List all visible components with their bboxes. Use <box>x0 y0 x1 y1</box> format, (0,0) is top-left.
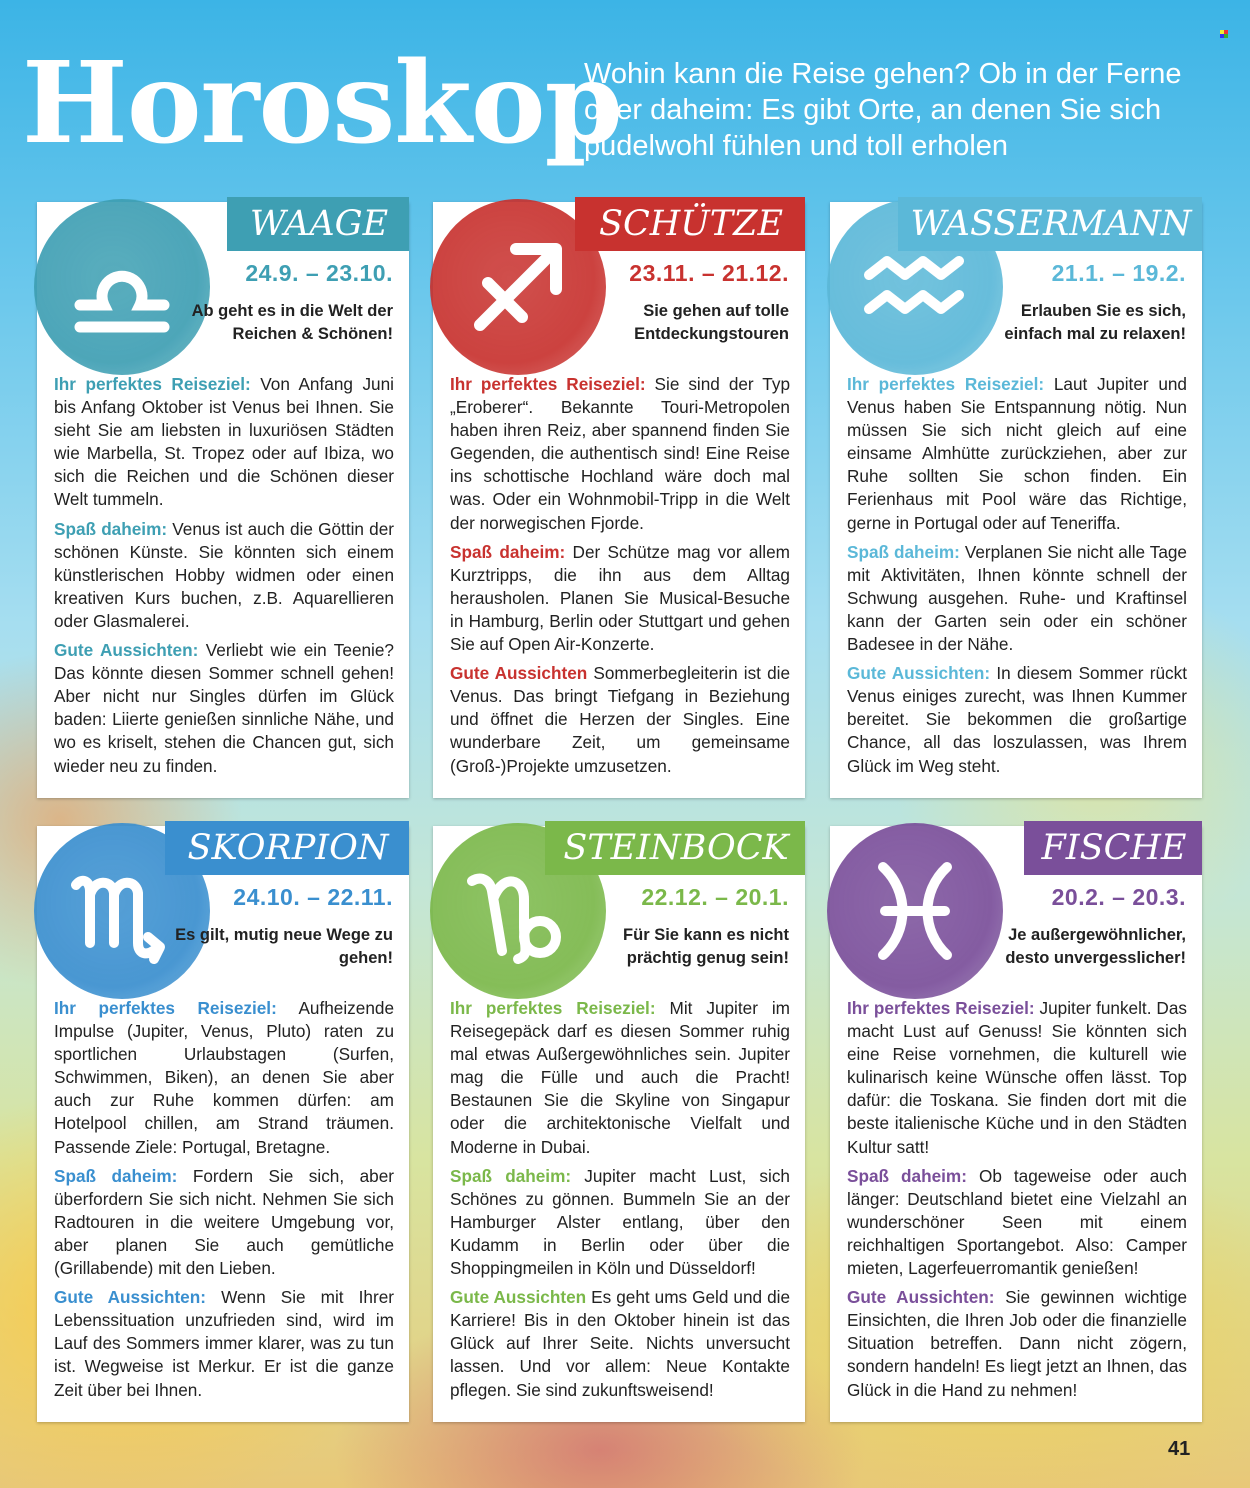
outlook-label: Gute Aussichten <box>450 663 588 684</box>
outlook-paragraph <box>450 1286 790 1401</box>
travel-paragraph <box>54 373 394 512</box>
home-label: Spaß daheim: <box>54 518 168 539</box>
pisces-icon <box>855 851 975 971</box>
home-label: Spaß daheim: <box>847 541 960 562</box>
home-text: Venus ist auch die Göttin der schönen Künste. Sie könnten sich einem künstlerischen Hobby widmen oder einen kreativen Kurs buchen, z.B. Aquarellieren oder Glasmalerei. <box>54 518 394 631</box>
travel-label: Ihr perfektes Reiseziel: <box>54 998 277 1018</box>
home-paragraph <box>450 541 790 656</box>
sign-name-banner: SKORPION <box>165 821 409 875</box>
sign-name-banner: STEINBOCK <box>545 821 805 875</box>
home-paragraph <box>54 1165 394 1280</box>
travel-paragraph <box>54 997 394 1159</box>
sign-name-banner: WASSERMANN <box>898 197 1202 251</box>
home-label: Spaß daheim: <box>54 1165 178 1186</box>
travel-paragraph <box>450 997 790 1159</box>
sign-body <box>847 373 1187 784</box>
sign-body <box>450 997 790 1408</box>
outlook-text: In diesem Sommer rückt Venus einiges zurecht, was Ihnen Kummer bereitet. Sie bekommen die großartige Chance, all das loszulassen, was Ihrem Glück im Weg steht. <box>847 663 1188 776</box>
horoscope-card-steinbock <box>433 826 805 1422</box>
sign-name-banner: FISCHE <box>1024 821 1202 875</box>
outlook-label: Gute Aussichten: <box>54 640 199 661</box>
outlook-paragraph <box>847 662 1187 777</box>
home-text: Fordern Sie sich, aber überfordern Sie sich nicht. Nehmen Sie sich Radtouren in die weitere Umgebung vor, aber planen Sie auch gemütliche (Grillabende) mit den Lieben. <box>54 1165 395 1279</box>
sign-tagline: Ab geht es in die Welt der Reichen & Schönen! <box>191 302 393 343</box>
sign-name-banner: SCHÜTZE <box>575 197 805 251</box>
page-number: 41 <box>1168 1438 1191 1460</box>
outlook-label: Gute Aussichten: <box>54 1287 206 1308</box>
sagittarius-icon <box>458 227 578 347</box>
outlook-text: Wenn Sie mit Ihrer Lebenssituation unzufrieden sind, wird im Lauf des Sommers immer klarer, was zu tun ist. Wegweise ist Merkur. Er ist die ganze Zeit über bei Ihnen. <box>54 1287 394 1400</box>
travel-label: Ihr perfektes Reiseziel: <box>54 374 251 394</box>
sign-circle <box>827 823 1003 999</box>
outlook-text: Sie gewinnen wichtige Einsichten, die Ihren Job oder die finanzielle Situation betreffen. Dann nicht zögern, sondern handeln! Es liegt jetzt an Ihnen, das Glück in die Hand zu nehmen! <box>847 1287 1188 1400</box>
home-text: Verplanen Sie nicht alle Tage mit Aktivitäten, Ihnen könnte schnell der Schwung ausgehen. Ruhe- und Kraftinsel kann der Garten sein oder ein schöner Badesee in der Nähe. <box>847 541 1187 655</box>
outlook-text: Es geht ums Geld und die Karriere! Bis in den Oktober hinein ist das Glück auf Ihrer Seite. Nichts unversucht lassen. Und vor allem: Neue Kontakte pflegen. Sie sind zukunftsweisend! <box>450 1287 791 1400</box>
sign-name-banner: WAAGE <box>227 197 409 251</box>
sign-dates: 21.1. – 19.2. <box>1051 260 1186 286</box>
home-label: Spaß daheim: <box>450 541 566 562</box>
sign-body <box>450 373 790 784</box>
sign-body <box>54 997 394 1408</box>
outlook-paragraph <box>54 1286 394 1401</box>
travel-paragraph <box>450 373 790 535</box>
page-title: Horoskop <box>22 38 622 169</box>
libra-icon <box>62 227 182 347</box>
travel-text: Aufheizende Impulse (Jupiter, Venus, Pluto) raten zu sportlichen Urlaubstagen (Surfen, Schwimmen, Biken), an denen Sie aber auch zur Ruhe kommen dürfen: am Hotelpool chillen, am Strand träumen. Passende Ziele: Portugal, Bretagne. <box>54 998 395 1157</box>
sign-dates: 20.2. – 20.3. <box>1051 884 1186 910</box>
sign-tagline: Sie gehen auf tolle Entdeckungstouren <box>634 302 789 343</box>
sign-tagline: Für Sie kann es nicht prächtig genug sein! <box>623 926 789 967</box>
sign-tagline: Je außergewöhnlicher, desto unvergesslicher! <box>1005 926 1186 967</box>
intro-text: Wohin kann die Reise gehen? Ob in der Ferne oder daheim: Es gibt Orte, an denen Sie sich pudelwohl fühlen und toll erholen <box>584 58 1182 162</box>
outlook-paragraph <box>450 662 790 777</box>
travel-label: Ihr perfektes Reiseziel: <box>450 374 646 394</box>
outlook-paragraph <box>54 639 394 778</box>
sign-dates: 24.10. – 22.11. <box>233 884 393 910</box>
home-paragraph <box>450 1165 790 1280</box>
sign-dates: 24.9. – 23.10. <box>245 260 393 286</box>
horoscope-card-fische <box>830 826 1202 1422</box>
home-paragraph <box>847 541 1187 656</box>
home-text: Jupiter macht Lust, sich Schönes zu gönnen. Bummeln Sie an der Hamburger Alster entlang, über den Kudamm in Berlin oder über die Shoppingmeilen in Köln und Düsseldorf! <box>450 1165 790 1279</box>
sign-body <box>847 997 1187 1408</box>
outlook-text: Sommerbegleiterin ist die Venus. Das bringt Tiefgang in Beziehung und öffnet die Herzen der Singles. Eine wunderbare Zeit, um gemeinsame (Groß-)Projekte umzusetzen. <box>450 663 791 776</box>
travel-text: Sie sind der Typ „Eroberer“. Bekannte Touri-Metropolen haben ihren Reiz, aber spannend finden Sie Gegenden, die authentisch sind! Eine Reise ins schottische Hochland wäre doch mal was. Oder ein Wohnmobil-Tripp in die Welt der norwegischen Fjorde. <box>450 374 791 533</box>
outlook-label: Gute Aussichten: <box>847 663 991 684</box>
outlook-label: Gute Aussichten: <box>847 1287 995 1308</box>
home-label: Spaß daheim: <box>847 1165 967 1186</box>
travel-label: Ihr perfektes Reiseziel: <box>847 374 1045 394</box>
home-text: Ob tageweise oder auch länger: Deutschland bietet eine Vielzahl an wunderschöner Seen mit einem reichhaltigen Sportangebot. Also: Camper mieten, Lagerfeuerromantik genießen! <box>847 1165 1187 1279</box>
travel-paragraph <box>847 373 1187 535</box>
scorpio-icon <box>62 851 182 971</box>
travel-label: Ihr perfektes Reiseziel: <box>847 998 1035 1018</box>
outlook-paragraph <box>847 1286 1187 1401</box>
sign-dates: 22.12. – 20.1. <box>641 884 789 910</box>
horoscope-card-wassermann <box>830 202 1202 798</box>
travel-text: Von Anfang Juni bis Anfang Oktober ist Venus bei Ihnen. Sie sieht Sie am liebsten in luxuriösen Städten wie Marbella, St. Tropez oder auf Ibiza, wo sich die Reichen und die Schönen dieser Welt tummeln. <box>54 374 394 510</box>
home-paragraph <box>847 1165 1187 1280</box>
travel-paragraph <box>847 997 1187 1159</box>
sign-tagline: Erlauben Sie es sich, einfach mal zu relaxen! <box>1004 302 1186 343</box>
home-text: Der Schütze mag vor allem Kurztripps, die ihn aus dem Alltag herausholen. Planen Sie Musical-Besuche in Hamburg, Berlin oder Stuttgart und gehen Sie auf Open Air-Konzerte. <box>450 541 790 655</box>
travel-text: Laut Jupiter und Venus haben Sie Entspannung nötig. Nun müssen Sie sich nicht gleich auf eine einsame Almhütte zurückziehen, aber zur Ruhe sollten Sie schon finden. Ein Ferienhaus mit Pool wäre das Richtige, gerne in Portugal oder auf Teneriffa. <box>847 374 1187 533</box>
horoscope-card-skorpion <box>37 826 409 1422</box>
travel-text: Jupiter funkelt. Das macht Lust auf Genuss! Sie könnten sich eine Reise vornehmen, die kulturell wie kulinarisch keine Wünsche offen lässt. Top dafür: die Toskana. Sie finden dort mit die beste italienische Küche und in den Städten Kultur satt! <box>847 998 1187 1157</box>
horoscope-card-waage <box>37 202 409 798</box>
travel-text: Mit Jupiter im Reisegepäck darf es diesen Sommer ruhig mal etwas Außergewöhnliches sein. Jupiter mag die Fülle und auch die Pracht! Bestaunen Sie die Skyline von Singapur oder die architektonische Vielfalt und Moderne in Dubai. <box>450 998 791 1157</box>
home-label: Spaß daheim: <box>450 1165 572 1186</box>
outlook-text: Verliebt wie ein Teenie? Das könnte diesen Sommer schnell gehen! Aber nicht nur Singles dürfen im Glück baden: Liierte genießen sinnliche Nähe, und wo es kriselt, stehen die Chancen gut, sich wieder neu zu finden. <box>54 640 394 776</box>
home-paragraph <box>54 518 394 633</box>
travel-label: Ihr perfektes Reiseziel: <box>450 998 656 1018</box>
sign-circle <box>34 199 210 375</box>
color-register-mark <box>1220 30 1228 38</box>
horoscope-card-schütze <box>433 202 805 798</box>
sign-dates: 23.11. – 21.12. <box>629 260 789 286</box>
sign-body <box>54 373 394 784</box>
sign-tagline: Es gilt, mutig neue Wege zu gehen! <box>175 926 393 967</box>
outlook-label: Gute Aussichten <box>450 1287 587 1308</box>
